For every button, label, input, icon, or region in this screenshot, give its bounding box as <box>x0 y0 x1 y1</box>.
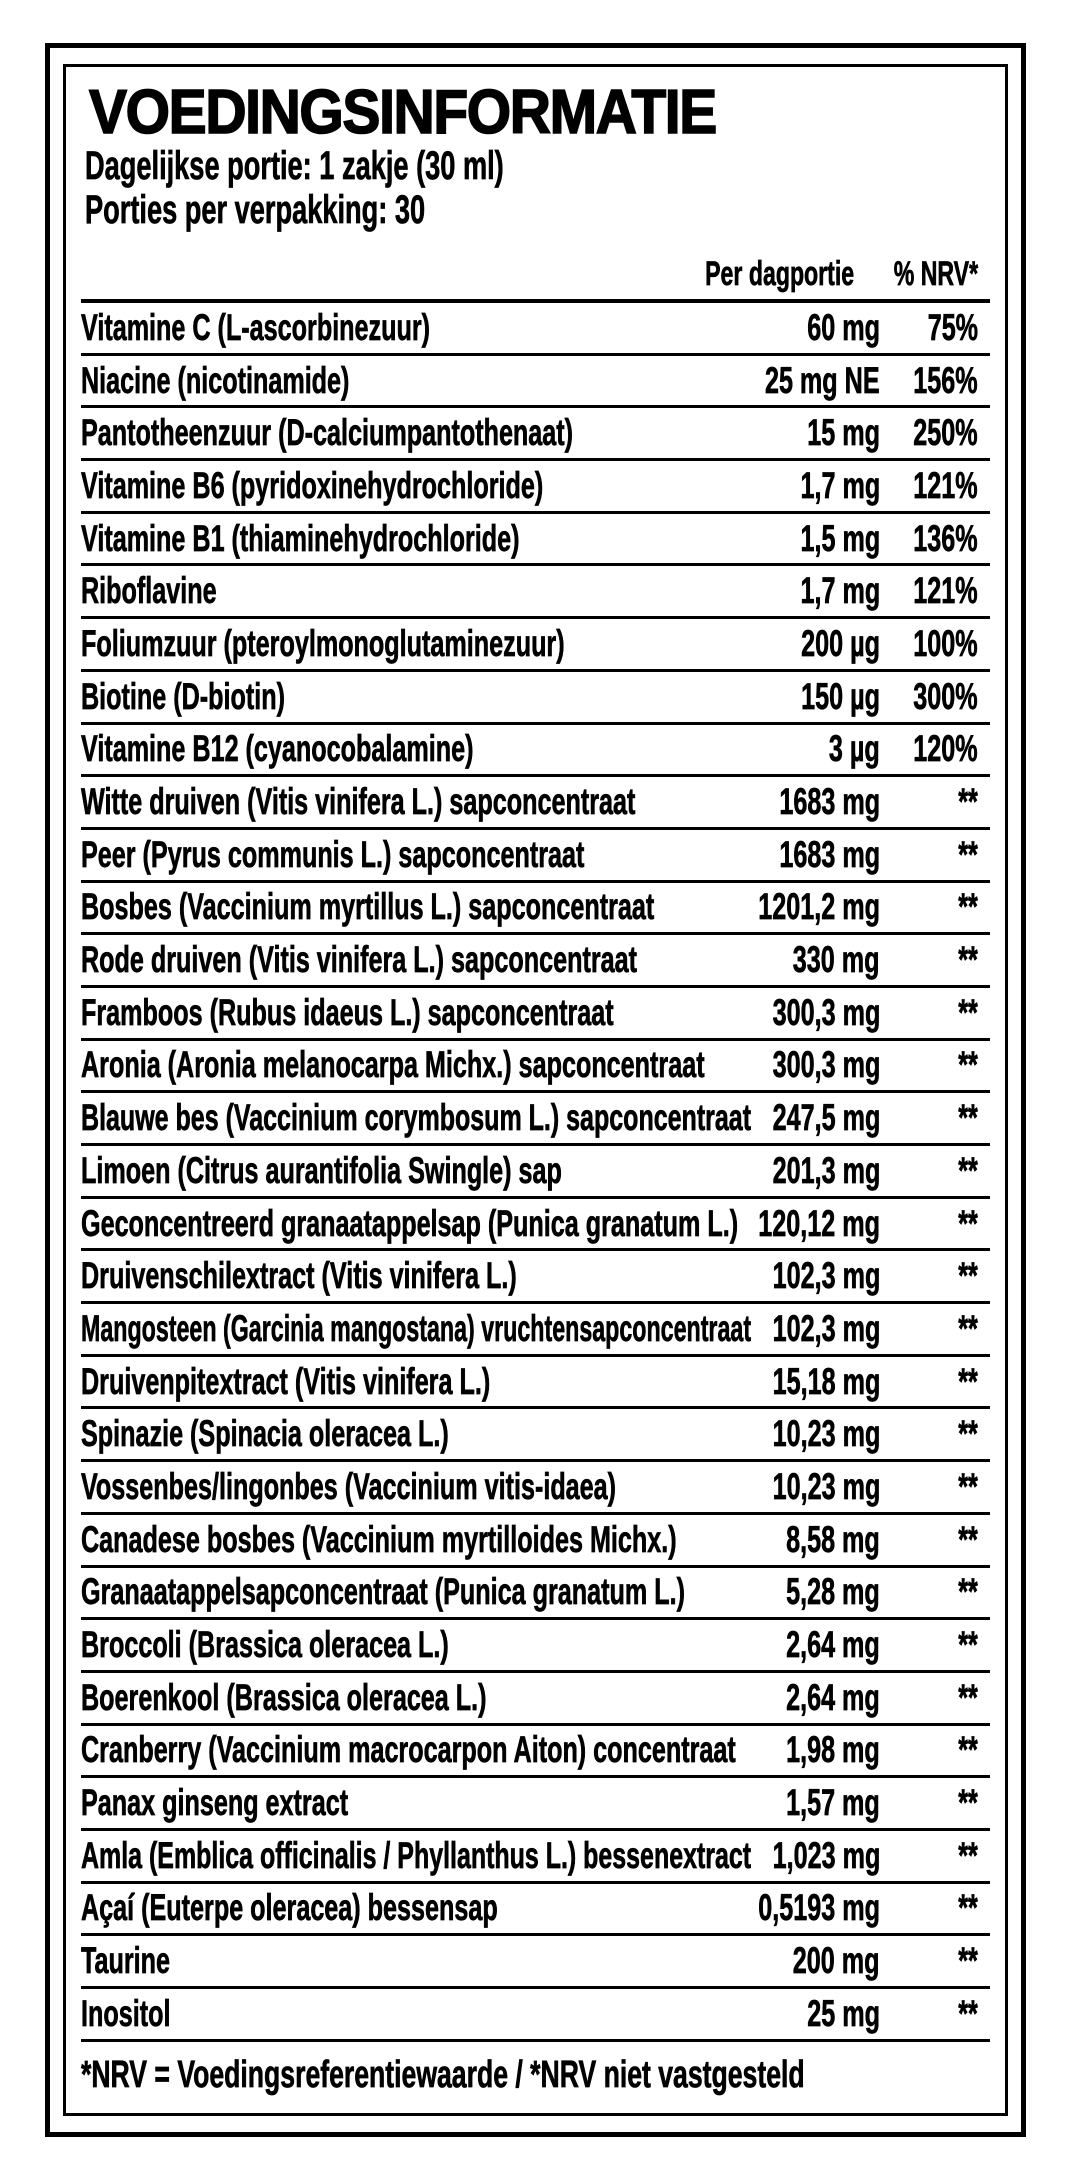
ingredient-nrv-text: ** <box>958 1307 978 1349</box>
ingredient-name-text: Peer (Pyrus communis L.) sapconcentraat <box>81 833 585 875</box>
ingredient-nrv <box>880 465 990 507</box>
ingredient-amount-text: 10,23 mg <box>772 1413 880 1455</box>
ingredient-name-text: Cranberry (Vaccinium macrocarpon Aiton) concentraat <box>81 1729 736 1771</box>
ingredient-nrv-text: ** <box>958 1149 978 1191</box>
ingredient-amount-text: 10,23 mg <box>772 1465 880 1507</box>
ingredient-amount <box>660 1571 880 1613</box>
ingredient-name <box>81 1307 752 1350</box>
label-title-text: VOEDINGSINFORMATIE <box>89 78 716 147</box>
ingredient-amount-text: 200 µg <box>801 622 880 664</box>
table-row <box>81 1199 990 1252</box>
ingredient-name <box>81 1413 660 1455</box>
ingredient-amount-text: 25 mg NE <box>765 359 880 401</box>
ingredient-amount <box>660 307 880 349</box>
ingredient-nrv-text: ** <box>958 1465 978 1507</box>
ingredient-name <box>81 1571 685 1613</box>
ingredient-nrv <box>880 1571 990 1613</box>
ingredient-name-text: Vitamine B12 (cyanocobalamine) <box>81 728 474 770</box>
ingredient-name <box>81 570 660 612</box>
ingredient-amount <box>660 676 880 718</box>
table-row <box>81 725 990 778</box>
ingredient-nrv-text: ** <box>958 1360 978 1402</box>
label-inner-frame <box>63 64 1008 2116</box>
ingredient-amount-text: 330 mg <box>793 939 880 981</box>
table-row <box>81 672 990 725</box>
table-row <box>81 1357 990 1410</box>
table-row <box>81 777 990 830</box>
table-row <box>81 1620 990 1673</box>
ingredient-name-text: Amla (Emblica officinalis / Phyllanthus L.) bessenextract <box>81 1834 752 1876</box>
ingredient-amount-text: 200 mg <box>793 1940 880 1982</box>
table-row <box>81 1726 990 1779</box>
ingredient-nrv <box>880 1940 990 1982</box>
ingredient-amount <box>660 1361 880 1403</box>
ingredient-nrv <box>880 1308 990 1350</box>
ingredient-name <box>81 623 660 665</box>
ingredient-name-text: Mangosteen (Garcinia mangostana) vruchtensapconcentraat <box>81 1307 752 1349</box>
ingredient-name <box>81 307 660 349</box>
ingredient-amount-text: 2,64 mg <box>786 1676 880 1718</box>
servings-per-pack-text: Porties per verpakking: 30 <box>85 188 426 232</box>
ingredient-name-text: Framboos (Rubus idaeus L.) sapconcentraat <box>81 991 614 1033</box>
ingredient-amount <box>660 1150 880 1192</box>
ingredient-amount-text: 247,5 mg <box>772 1097 880 1139</box>
ingredient-name <box>81 518 660 560</box>
ingredient-name <box>81 1361 660 1403</box>
serving-size-line <box>85 144 990 188</box>
ingredient-name <box>81 728 660 770</box>
ingredient-amount <box>660 1255 880 1297</box>
ingredient-amount-text: 15,18 mg <box>772 1360 880 1402</box>
ingredient-name-text: Granaatappelsapconcentraat (Punica granatum L.) <box>81 1571 685 1613</box>
ingredient-name-text: Druivenschilextract (Vitis vinifera L.) <box>81 1255 517 1297</box>
ingredient-amount <box>660 1677 880 1719</box>
ingredient-amount-text: 1,023 mg <box>772 1834 880 1876</box>
ingredient-nrv <box>880 360 990 402</box>
ingredient-nrv-text: ** <box>958 1413 978 1455</box>
table-row <box>81 1304 990 1357</box>
table-row <box>81 988 990 1041</box>
ingredient-name <box>81 1677 660 1719</box>
ingredient-amount-text: 120,12 mg <box>758 1202 880 1244</box>
ingredient-nrv-text: ** <box>958 1729 978 1771</box>
ingredient-name-text: Druivenpitextract (Vitis vinifera L.) <box>81 1360 491 1402</box>
ingredient-amount-text: 102,3 mg <box>772 1307 880 1349</box>
ingredient-name-text: Niacine (nicotinamide) <box>81 359 350 401</box>
table-row <box>81 1778 990 1831</box>
ingredient-name <box>81 781 660 823</box>
column-header-nrv <box>854 255 990 294</box>
ingredient-amount-text: 3 µg <box>829 728 880 770</box>
ingredient-name <box>81 1518 677 1561</box>
ingredient-name <box>81 412 660 454</box>
ingredient-name-text: Foliumzuur (pteroylmonoglutaminezuur) <box>81 622 565 664</box>
table-row <box>81 1251 990 1304</box>
ingredient-name <box>81 992 660 1034</box>
ingredient-amount-text: 8,58 mg <box>786 1518 880 1560</box>
ingredient-amount <box>660 465 880 507</box>
ingredient-name <box>81 1202 739 1245</box>
ingredient-nrv <box>880 1150 990 1192</box>
ingredient-nrv-text: ** <box>958 1834 978 1876</box>
ingredient-amount-text: 5,28 mg <box>786 1571 880 1613</box>
ingredient-nrv-text: ** <box>958 939 978 981</box>
table-row <box>81 935 990 988</box>
ingredient-name <box>81 1729 736 1771</box>
table-row <box>81 1936 990 1989</box>
table-row <box>81 514 990 567</box>
servings-per-pack-line <box>85 188 990 232</box>
ingredient-nrv <box>880 1993 990 2035</box>
ingredient-name <box>81 1255 660 1297</box>
table-row <box>81 356 990 409</box>
ingredient-amount <box>660 570 880 612</box>
table-row <box>81 1989 990 2042</box>
ingredient-amount <box>660 1624 880 1666</box>
ingredient-nrv-text: ** <box>958 1044 978 1086</box>
ingredient-nrv-text: ** <box>958 1887 978 1929</box>
serving-size-text: Dagelijkse portie: 1 zakje (30 ml) <box>85 144 504 188</box>
ingredient-nrv <box>880 1677 990 1719</box>
ingredient-nrv-text: ** <box>958 1992 978 2034</box>
ingredient-nrv <box>880 570 990 612</box>
ingredient-nrv-text: 121% <box>913 464 978 506</box>
ingredient-nrv-text: ** <box>958 1676 978 1718</box>
ingredient-amount <box>660 728 880 770</box>
ingredient-nrv <box>880 1729 990 1771</box>
ingredient-nrv <box>880 1361 990 1403</box>
ingredient-nrv-text: ** <box>958 1097 978 1139</box>
ingredient-amount <box>660 834 880 876</box>
table-row <box>81 1093 990 1146</box>
ingredient-name <box>81 1466 660 1508</box>
table-row <box>81 883 990 936</box>
ingredient-nrv <box>880 1466 990 1508</box>
ingredient-name-text: Vitamine B6 (pyridoxinehydrochloride) <box>81 464 544 506</box>
ingredient-amount <box>660 1413 880 1455</box>
ingredient-nrv <box>880 412 990 454</box>
ingredient-nrv <box>880 1413 990 1455</box>
ingredient-name <box>81 1624 660 1666</box>
ingredient-nrv-text: 156% <box>913 359 978 401</box>
ingredient-amount-text: 1,7 mg <box>800 464 880 506</box>
ingredient-name-text: Taurine <box>81 1940 171 1982</box>
label-title <box>89 78 990 147</box>
table-row <box>81 830 990 883</box>
ingredient-name-text: Rode druiven (Vitis vinifera L.) sapconcentraat <box>81 939 637 981</box>
ingredient-nrv <box>880 1624 990 1666</box>
ingredient-name <box>81 886 660 928</box>
ingredient-amount-text: 1683 mg <box>779 833 880 875</box>
table-row <box>81 566 990 619</box>
ingredient-name-text: Riboflavine <box>81 570 217 612</box>
column-header-amount <box>634 255 854 294</box>
ingredient-amount-text: 25 mg <box>807 1992 880 2034</box>
ingredient-amount-text: 1,98 mg <box>786 1729 880 1771</box>
ingredient-amount-text: 15 mg <box>807 412 880 454</box>
ingredient-amount <box>660 1782 880 1824</box>
ingredient-name-text: Canadese bosbes (Vaccinium myrtilloides Michx.) <box>81 1518 677 1560</box>
ingredient-name <box>81 1993 660 2035</box>
ingredient-nrv <box>880 1097 990 1139</box>
ingredient-nrv <box>880 992 990 1034</box>
ingredient-nrv <box>880 834 990 876</box>
ingredient-amount-text: 60 mg <box>807 306 880 348</box>
table-row <box>81 1831 990 1884</box>
ingredient-nrv <box>880 939 990 981</box>
ingredient-nrv <box>880 1044 990 1086</box>
ingredient-name-text: Pantotheenzuur (D-calciumpantothenaat) <box>81 412 574 454</box>
ingredient-amount-text: 1,57 mg <box>786 1782 880 1824</box>
ingredient-amount <box>660 781 880 823</box>
ingredient-name-text: Vossenbes/lingonbes (Vaccinium vitis-idaea) <box>81 1465 617 1507</box>
ingredient-name-text: Limoen (Citrus aurantifolia Swingle) sap <box>81 1149 562 1191</box>
column-header-amount-text: Per dagportie <box>704 255 854 293</box>
ingredient-name-text: Boerenkool (Brassica oleracea L.) <box>81 1676 487 1718</box>
ingredient-nrv <box>880 1782 990 1824</box>
table-row <box>81 619 990 672</box>
ingredient-name-text: Bosbes (Vaccinium myrtillus L.) sapconcentraat <box>81 886 655 928</box>
ingredient-name-text: Broccoli (Brassica oleracea L.) <box>81 1624 449 1666</box>
ingredient-name-text: Blauwe bes (Vaccinium corymbosum L.) sapconcentraat <box>81 1097 752 1139</box>
ingredient-amount-text: 1,5 mg <box>800 517 880 559</box>
ingredient-nrv-text: 300% <box>913 675 978 717</box>
ingredient-nrv-text: ** <box>958 1782 978 1824</box>
ingredient-name-text: Aronia (Aronia melanocarpa Michx.) sapconcentraat <box>81 1044 705 1086</box>
ingredient-nrv <box>880 1887 990 1929</box>
ingredient-amount <box>660 623 880 665</box>
ingredient-name <box>81 1782 660 1824</box>
ingredient-name-text: Geconcentreerd granaatappelsap (Punica granatum L.) <box>81 1202 739 1244</box>
ingredient-name <box>81 465 660 507</box>
ingredient-name <box>81 834 660 876</box>
ingredient-amount-text: 1,7 mg <box>800 570 880 612</box>
ingredient-nrv-text: 136% <box>913 517 978 559</box>
column-header-nrv-text: % NRV* <box>893 255 978 293</box>
footnote <box>81 2054 990 2096</box>
ingredient-nrv-text: ** <box>958 1571 978 1613</box>
ingredient-nrv-text: 100% <box>913 622 978 664</box>
ingredient-amount <box>660 886 880 928</box>
table-row <box>81 461 990 514</box>
ingredient-name <box>81 1150 660 1192</box>
table-row <box>81 1146 990 1199</box>
ingredient-nrv-text: ** <box>958 1624 978 1666</box>
ingredient-nrv <box>880 1255 990 1297</box>
ingredient-amount-text: 2,64 mg <box>786 1624 880 1666</box>
ingredient-name <box>81 676 660 718</box>
ingredient-nrv-text: ** <box>958 991 978 1033</box>
ingredient-nrv <box>880 1835 990 1877</box>
ingredient-name-text: Biotine (D-biotin) <box>81 675 286 717</box>
ingredient-nrv <box>880 307 990 349</box>
ingredient-amount-text: 0,5193 mg <box>758 1887 880 1929</box>
table-row <box>81 1884 990 1937</box>
ingredient-amount-text: 1683 mg <box>779 781 880 823</box>
ingredient-amount-text: 300,3 mg <box>772 1044 880 1086</box>
ingredient-nrv-text: ** <box>958 833 978 875</box>
table-row <box>81 1673 990 1726</box>
ingredient-nrv-text: ** <box>958 886 978 928</box>
ingredient-amount <box>660 412 880 454</box>
ingredient-amount <box>660 1940 880 1982</box>
ingredient-nrv <box>880 623 990 665</box>
ingredient-nrv-text: ** <box>958 1255 978 1297</box>
ingredient-amount <box>660 1466 880 1508</box>
ingredient-name-text: Spinazie (Spinacia oleracea L.) <box>81 1413 449 1455</box>
ingredient-nrv <box>880 781 990 823</box>
table-row <box>81 408 990 461</box>
table-row <box>81 1041 990 1094</box>
table-row <box>81 1568 990 1621</box>
ingredient-nrv-text: 120% <box>913 728 978 770</box>
ingredient-amount-text: 201,3 mg <box>772 1149 880 1191</box>
ingredient-amount <box>660 360 880 402</box>
ingredient-name <box>81 939 660 981</box>
ingredient-name <box>81 1940 660 1982</box>
ingredient-nrv-text: ** <box>958 781 978 823</box>
ingredient-amount <box>660 939 880 981</box>
ingredient-amount <box>660 1519 880 1561</box>
nutrition-label <box>45 43 1026 2137</box>
table-header <box>81 232 990 303</box>
ingredient-nrv-text: 250% <box>913 412 978 454</box>
ingredient-name <box>81 1834 752 1877</box>
ingredient-amount <box>660 1993 880 2035</box>
ingredient-amount <box>660 518 880 560</box>
ingredient-nrv-text: ** <box>958 1518 978 1560</box>
ingredient-nrv-text: 75% <box>927 306 978 348</box>
ingredient-name-text: Açaí (Euterpe oleracea) bessensap <box>81 1887 498 1929</box>
footnote-text: *NRV = Voedingsreferentiewaarde / *NRV niet vastgesteld <box>81 2053 805 2096</box>
table-row <box>81 303 990 356</box>
ingredient-nrv-text: 121% <box>913 570 978 612</box>
ingredient-name-text: Inositol <box>81 1992 171 2034</box>
ingredient-nrv <box>880 886 990 928</box>
ingredient-name <box>81 360 660 402</box>
ingredient-name <box>81 1887 660 1929</box>
table-row <box>81 1515 990 1568</box>
table-row <box>81 1409 990 1462</box>
ingredient-name-text: Vitamine C (L-ascorbinezuur) <box>81 306 431 348</box>
ingredient-amount-text: 1201,2 mg <box>758 886 880 928</box>
ingredient-name <box>81 1044 705 1086</box>
ingredient-name <box>81 1097 752 1139</box>
table-body <box>81 303 990 2042</box>
ingredient-nrv <box>880 676 990 718</box>
ingredient-name-text: Panax ginseng extract <box>81 1782 349 1824</box>
ingredient-nrv <box>880 1519 990 1561</box>
ingredient-nrv <box>880 1203 990 1245</box>
ingredient-amount <box>660 992 880 1034</box>
table-row <box>81 1462 990 1515</box>
ingredient-amount-text: 300,3 mg <box>772 991 880 1033</box>
ingredient-nrv-text: ** <box>958 1940 978 1982</box>
ingredient-nrv <box>880 518 990 560</box>
ingredient-amount-text: 102,3 mg <box>772 1255 880 1297</box>
ingredient-name-text: Witte druiven (Vitis vinifera L.) sapconcentraat <box>81 781 636 823</box>
ingredient-nrv <box>880 728 990 770</box>
ingredient-amount-text: 150 µg <box>801 675 880 717</box>
ingredient-nrv-text: ** <box>958 1202 978 1244</box>
ingredient-amount <box>660 1887 880 1929</box>
ingredient-name-text: Vitamine B1 (thiaminehydrochloride) <box>81 517 520 559</box>
